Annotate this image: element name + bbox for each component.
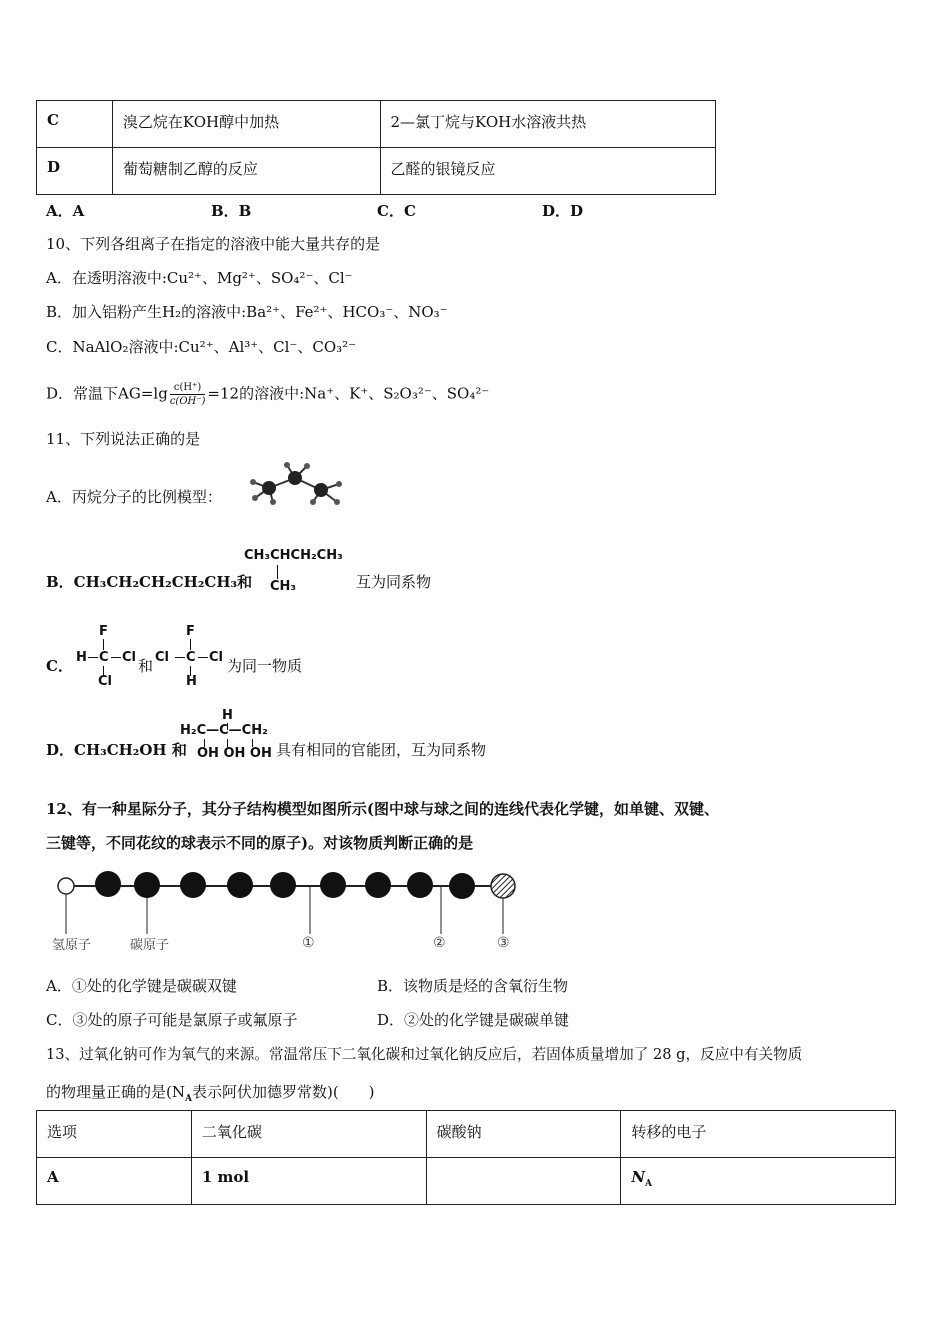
bond-line: [111, 657, 121, 658]
atom-f: F: [99, 624, 108, 639]
na-subscript: A: [184, 1094, 192, 1104]
hydrogen-atom-label: 氢原子: [52, 938, 92, 953]
q11-option-c: C．: [46, 657, 73, 675]
cell: [621, 1158, 896, 1205]
q12-option-a: A．①处的化学键是碳碳双键: [46, 977, 237, 995]
atom-c: C: [186, 650, 196, 665]
q10-d-prefix: D．常温下AG=lg: [46, 384, 168, 403]
cell: 溴乙烷在KOH醇中加热: [112, 101, 380, 148]
q9-option-d: D．D: [542, 202, 584, 220]
q11-b-suffix: 互为同系物: [356, 573, 432, 591]
q10-d-suffix: =12的溶液中:Na⁺、K⁺、S₂O₃²⁻、SO₄²⁻: [207, 384, 490, 403]
q12-stem-line1: 12、有一种星际分子，其分子结构模型如图所示(图中球与球之间的连线代表化学键，如单键、双键、: [46, 800, 719, 818]
marker-2: ②: [433, 935, 446, 951]
q13-stem-line1: 13、过氧化钠可作为氧气的来源。常温常压下二氧化碳和过氧化钠反应后，若固体质量增加了 28 g，反应中有关物质: [46, 1046, 803, 1063]
atom-f: F: [186, 624, 195, 639]
bond-line: [88, 657, 98, 658]
header-option: 选项: [37, 1111, 192, 1158]
q10-stem: 10、下列各组离子在指定的溶液中能大量共存的是: [46, 235, 381, 253]
q13-stem-prefix: 的物理量正确的是(N: [46, 1083, 185, 1101]
q12-stem-line2: 三键等，不同花纹的球表示不同的原子)。对该物质判断正确的是: [46, 834, 474, 852]
q12-option-c: C．③处的原子可能是氯原子或氟原子: [46, 1011, 298, 1029]
bond-line: [198, 657, 208, 658]
fraction-denominator: c(OH⁻): [169, 396, 206, 407]
q9-option-a: A．A: [46, 202, 85, 220]
q10-option-b: B．加入铝粉产生H₂的溶液中:Ba²⁺、Fe²⁺、HCO₃⁻、NO₃⁻: [46, 303, 448, 321]
q10-option-d: [46, 381, 489, 408]
atom-c: C: [99, 650, 109, 665]
bond-line: [175, 657, 185, 658]
q9-option-b: B．B: [211, 202, 252, 220]
q10-option-c: C．NaAlO₂溶液中:Cu²⁺、Al³⁺、Cl⁻、CO₃²⁻: [46, 338, 357, 356]
table-row: [37, 148, 716, 195]
q13-stem-suffix: 表示阿伏加德罗常数)( ): [191, 1083, 375, 1101]
cell: [426, 1158, 621, 1205]
atom-h: H: [186, 674, 197, 689]
atom-h: H: [76, 650, 87, 665]
atom-cl: Cl: [122, 650, 136, 665]
glycerol-structure: [180, 708, 276, 764]
header-na2co3: 碳酸钠: [426, 1111, 621, 1158]
q11-c-suffix: 为同一物质: [227, 657, 303, 675]
q11-stem: 11、下列说法正确的是: [46, 430, 201, 448]
q9-option-c: C．C: [377, 202, 416, 220]
q11-option-b: B．CH₃CH₂CH₂CH₂CH₃和: [46, 573, 253, 591]
cell: 2—氯丁烷与KOH水溶液共热: [380, 101, 716, 148]
hydroxyl-groups: OH OH OH: [197, 746, 272, 761]
row-label: C: [37, 101, 113, 148]
q11-d-suffix: 具有相同的官能团，互为同系物: [276, 741, 487, 759]
table-row: [37, 1158, 896, 1205]
row-label: D: [37, 148, 113, 195]
atom-cl: Cl: [209, 650, 223, 665]
q13-table: [36, 1110, 896, 1205]
cell: 1 mol: [191, 1158, 426, 1205]
bond-line: [277, 565, 278, 579]
q12-option-b: B．该物质是烃的含氧衍生物: [377, 977, 569, 995]
na-subscript: A: [645, 1179, 653, 1189]
q12-option-d: D．②处的化学键是碳碳单键: [377, 1011, 570, 1029]
dichlorofluoromethane-structure-2: [155, 624, 227, 690]
q9-table: [36, 100, 716, 195]
q10-option-a: A．在透明溶液中:Cu²⁺、Mg²⁺、SO₄²⁻、Cl⁻: [46, 269, 353, 287]
interstellar-molecule-model-icon: [50, 866, 525, 956]
cell: A: [37, 1158, 192, 1205]
atom-cl: Cl: [155, 650, 169, 665]
cell: 乙醛的银镜反应: [380, 148, 716, 195]
table-row: [37, 101, 716, 148]
q11-option-a: A．丙烷分子的比例模型：: [46, 488, 222, 506]
carbon-atom-label: 碳原子: [130, 938, 170, 953]
na-symbol: N: [631, 1168, 646, 1186]
q11-option-d: D．CH₃CH₂OH 和: [46, 741, 187, 759]
bond-line: [103, 639, 104, 650]
cell: 葡萄糖制乙醇的反应: [112, 148, 380, 195]
dichlorofluoromethane-structure-1: [76, 624, 142, 690]
marker-1: ①: [302, 935, 315, 951]
fraction: [170, 381, 206, 408]
marker-3: ③: [497, 935, 510, 951]
q11-c-and: 和: [138, 657, 154, 675]
glycerol-backbone: H₂C—C—CH₂: [180, 723, 268, 738]
header-co2: 二氧化碳: [191, 1111, 426, 1158]
header-electrons: 转移的电子: [621, 1111, 896, 1158]
isopentane-formula: CH₃CHCH₂CH₃: [244, 548, 343, 563]
q13-stem-line2: [46, 1081, 375, 1104]
table-header-row: [37, 1111, 896, 1158]
bond-line: [190, 639, 191, 650]
fraction-numerator: c(H⁺): [170, 381, 206, 395]
propane-ball-model-icon: [243, 460, 348, 508]
atom-cl: Cl: [98, 674, 112, 689]
isopentane-branch: CH₃: [270, 579, 297, 594]
atom-h: H: [222, 708, 233, 723]
